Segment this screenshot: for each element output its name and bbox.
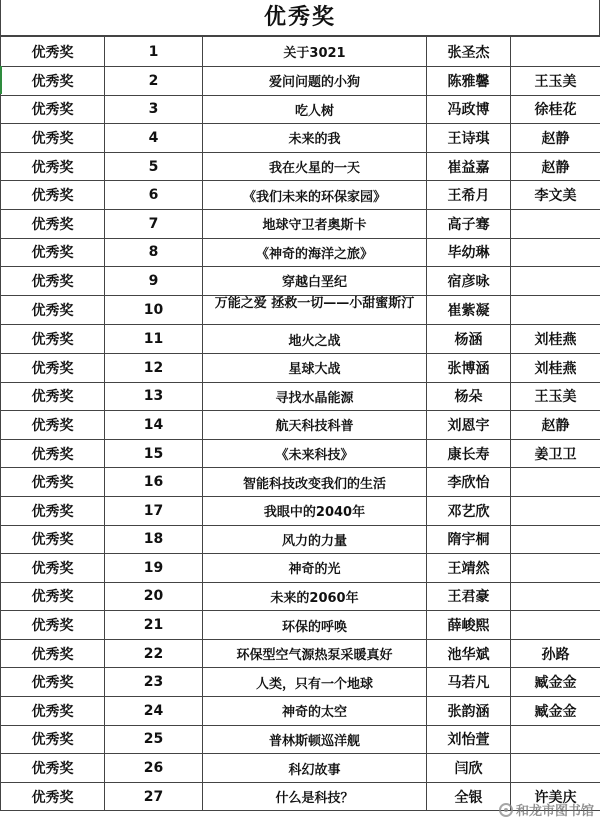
number-cell: 9 <box>105 267 203 296</box>
work-title-cell: 寻找水晶能源 <box>203 382 427 411</box>
number-cell: 3 <box>105 95 203 124</box>
author-cell: 邓艺欣 <box>427 496 511 525</box>
award-cell: 优秀奖 <box>1 697 105 726</box>
author-cell: 薛峻熙 <box>427 611 511 640</box>
award-cell: 优秀奖 <box>1 782 105 811</box>
teacher-cell <box>511 754 600 783</box>
table-row <box>1 496 600 525</box>
table-row <box>1 468 600 497</box>
work-title-cell: 未来的我 <box>203 124 427 153</box>
award-cell: 优秀奖 <box>1 382 105 411</box>
award-cell: 优秀奖 <box>1 209 105 238</box>
work-title-cell: 什么是科技？ <box>203 782 427 811</box>
table-row <box>1 668 600 697</box>
teacher-cell <box>511 525 600 554</box>
work-title-cell: 地火之战 <box>203 325 427 354</box>
teacher-cell: 孙路 <box>511 639 600 668</box>
teacher-cell: 刘桂燕 <box>511 325 600 354</box>
table-row <box>1 439 600 468</box>
award-cell: 优秀奖 <box>1 468 105 497</box>
teacher-cell <box>511 582 600 611</box>
award-cell: 优秀奖 <box>1 639 105 668</box>
table-row <box>1 554 600 583</box>
work-title-cell: 航天科技科普 <box>203 411 427 440</box>
author-cell: 隋宇桐 <box>427 525 511 554</box>
work-title-cell: 地球守卫者奥斯卡 <box>203 209 427 238</box>
teacher-cell <box>511 267 600 296</box>
number-cell: 19 <box>105 554 203 583</box>
row-highlight-marker <box>0 66 2 94</box>
number-cell: 18 <box>105 525 203 554</box>
teacher-cell: 姜卫卫 <box>511 439 600 468</box>
number-cell: 27 <box>105 782 203 811</box>
work-title-cell: 关于3021 <box>203 37 427 67</box>
number-cell: 12 <box>105 353 203 382</box>
award-cell: 优秀奖 <box>1 267 105 296</box>
author-cell: 杨涵 <box>427 325 511 354</box>
table-row <box>1 382 600 411</box>
number-cell: 26 <box>105 754 203 783</box>
table-row <box>1 295 600 325</box>
author-cell: 王希月 <box>427 181 511 210</box>
table-row <box>1 353 600 382</box>
number-cell: 25 <box>105 725 203 754</box>
table-row <box>1 582 600 611</box>
table-row <box>1 181 600 210</box>
award-cell: 优秀奖 <box>1 181 105 210</box>
author-cell: 崔紫凝 <box>427 295 511 325</box>
award-cell: 优秀奖 <box>1 124 105 153</box>
teacher-cell: 徐桂花 <box>511 95 600 124</box>
award-table <box>0 36 600 811</box>
award-cell: 优秀奖 <box>1 37 105 67</box>
author-cell: 李欣怡 <box>427 468 511 497</box>
award-cell: 优秀奖 <box>1 754 105 783</box>
award-cell: 优秀奖 <box>1 238 105 267</box>
teacher-cell <box>511 37 600 67</box>
wechat-icon <box>499 803 513 817</box>
award-cell: 优秀奖 <box>1 611 105 640</box>
table-row <box>1 325 600 354</box>
author-cell: 宿彦咏 <box>427 267 511 296</box>
number-cell: 21 <box>105 611 203 640</box>
author-cell: 池华斌 <box>427 639 511 668</box>
author-cell: 康长寿 <box>427 439 511 468</box>
work-title-cell: 爱问问题的小狗 <box>203 67 427 96</box>
author-cell: 马若凡 <box>427 668 511 697</box>
author-cell: 闫欣 <box>427 754 511 783</box>
award-cell: 优秀奖 <box>1 295 105 325</box>
award-cell: 优秀奖 <box>1 525 105 554</box>
author-cell: 王靖然 <box>427 554 511 583</box>
table-row <box>1 639 600 668</box>
work-title-cell: 环保型空气源热泵采暖真好 <box>203 639 427 668</box>
table-row <box>1 95 600 124</box>
teacher-cell: 臧金金 <box>511 668 600 697</box>
table-row <box>1 754 600 783</box>
award-cell: 优秀奖 <box>1 725 105 754</box>
number-cell: 5 <box>105 152 203 181</box>
author-cell: 王君豪 <box>427 582 511 611</box>
number-cell: 16 <box>105 468 203 497</box>
table-row <box>1 124 600 153</box>
author-cell: 陈雅馨 <box>427 67 511 96</box>
author-cell: 全银 <box>427 782 511 811</box>
number-cell: 23 <box>105 668 203 697</box>
table-row <box>1 209 600 238</box>
number-cell: 10 <box>105 295 203 325</box>
teacher-cell: 赵静 <box>511 411 600 440</box>
author-cell: 张博涵 <box>427 353 511 382</box>
award-cell: 优秀奖 <box>1 554 105 583</box>
teacher-cell: 王玉美 <box>511 67 600 96</box>
teacher-cell <box>511 554 600 583</box>
teacher-cell: 许美庆 <box>511 782 600 811</box>
table-row <box>1 267 600 296</box>
teacher-cell <box>511 725 600 754</box>
number-cell: 8 <box>105 238 203 267</box>
table-row <box>1 238 600 267</box>
teacher-cell: 赵静 <box>511 152 600 181</box>
work-title-cell: 万能之爱 拯救一切——小甜蜜斯汀 <box>203 295 427 325</box>
work-title-cell: 普林斯顿巡洋舰 <box>203 725 427 754</box>
author-cell: 张韵涵 <box>427 697 511 726</box>
teacher-cell <box>511 611 600 640</box>
table-row <box>1 697 600 726</box>
number-cell: 4 <box>105 124 203 153</box>
number-cell: 2 <box>105 67 203 96</box>
number-cell: 11 <box>105 325 203 354</box>
teacher-cell <box>511 295 600 325</box>
table-row <box>1 525 600 554</box>
work-title-cell: 科幻故事 <box>203 754 427 783</box>
work-title-cell: 风力的力量 <box>203 525 427 554</box>
table-row <box>1 37 600 67</box>
table-row <box>1 725 600 754</box>
number-cell: 1 <box>105 37 203 67</box>
number-cell: 7 <box>105 209 203 238</box>
teacher-cell: 王玉美 <box>511 382 600 411</box>
table-row <box>1 611 600 640</box>
author-cell: 刘怡萱 <box>427 725 511 754</box>
teacher-cell: 臧金金 <box>511 697 600 726</box>
award-cell: 优秀奖 <box>1 668 105 697</box>
award-table-body <box>1 37 600 811</box>
author-cell: 高子骞 <box>427 209 511 238</box>
author-cell: 冯政博 <box>427 95 511 124</box>
work-title-cell: 神奇的光 <box>203 554 427 583</box>
work-title-cell: 智能科技改变我们的生活 <box>203 468 427 497</box>
work-title-cell: 《我们未来的环保家园》 <box>203 181 427 210</box>
author-cell: 刘恩宇 <box>427 411 511 440</box>
award-cell: 优秀奖 <box>1 411 105 440</box>
work-title-cell: 星球大战 <box>203 353 427 382</box>
watermark <box>499 800 594 819</box>
award-cell: 优秀奖 <box>1 152 105 181</box>
author-cell: 杨朵 <box>427 382 511 411</box>
number-cell: 15 <box>105 439 203 468</box>
sheet-title: 优秀奖 <box>0 0 600 36</box>
work-title-cell: 吃人树 <box>203 95 427 124</box>
award-cell: 优秀奖 <box>1 67 105 96</box>
number-cell: 20 <box>105 582 203 611</box>
table-row <box>1 411 600 440</box>
teacher-cell: 刘桂燕 <box>511 353 600 382</box>
work-title-cell: 《未来科技》 <box>203 439 427 468</box>
award-cell: 优秀奖 <box>1 496 105 525</box>
work-title-cell: 环保的呼唤 <box>203 611 427 640</box>
number-cell: 14 <box>105 411 203 440</box>
work-title-cell: 神奇的太空 <box>203 697 427 726</box>
award-cell: 优秀奖 <box>1 582 105 611</box>
work-title-cell: 未来的2060年 <box>203 582 427 611</box>
number-cell: 17 <box>105 496 203 525</box>
work-title-cell: 我眼中的2040年 <box>203 496 427 525</box>
table-row <box>1 152 600 181</box>
teacher-cell <box>511 496 600 525</box>
work-title-cell: 我在火星的一天 <box>203 152 427 181</box>
teacher-cell: 李文美 <box>511 181 600 210</box>
award-cell: 优秀奖 <box>1 353 105 382</box>
table-row <box>1 67 600 96</box>
author-cell: 毕幼琳 <box>427 238 511 267</box>
author-cell: 王诗琪 <box>427 124 511 153</box>
watermark-text: 和龙市图书馆 <box>515 804 594 819</box>
teacher-cell <box>511 209 600 238</box>
teacher-cell <box>511 238 600 267</box>
work-title-cell: 穿越白垩纪 <box>203 267 427 296</box>
number-cell: 22 <box>105 639 203 668</box>
work-title-cell: 《神奇的海洋之旅》 <box>203 238 427 267</box>
number-cell: 6 <box>105 181 203 210</box>
author-cell: 张圣杰 <box>427 37 511 67</box>
award-cell: 优秀奖 <box>1 439 105 468</box>
number-cell: 13 <box>105 382 203 411</box>
award-cell: 优秀奖 <box>1 95 105 124</box>
award-cell: 优秀奖 <box>1 325 105 354</box>
teacher-cell <box>511 468 600 497</box>
author-cell: 崔益嘉 <box>427 152 511 181</box>
teacher-cell: 赵静 <box>511 124 600 153</box>
number-cell: 24 <box>105 697 203 726</box>
work-title-cell: 人类，只有一个地球 <box>203 668 427 697</box>
